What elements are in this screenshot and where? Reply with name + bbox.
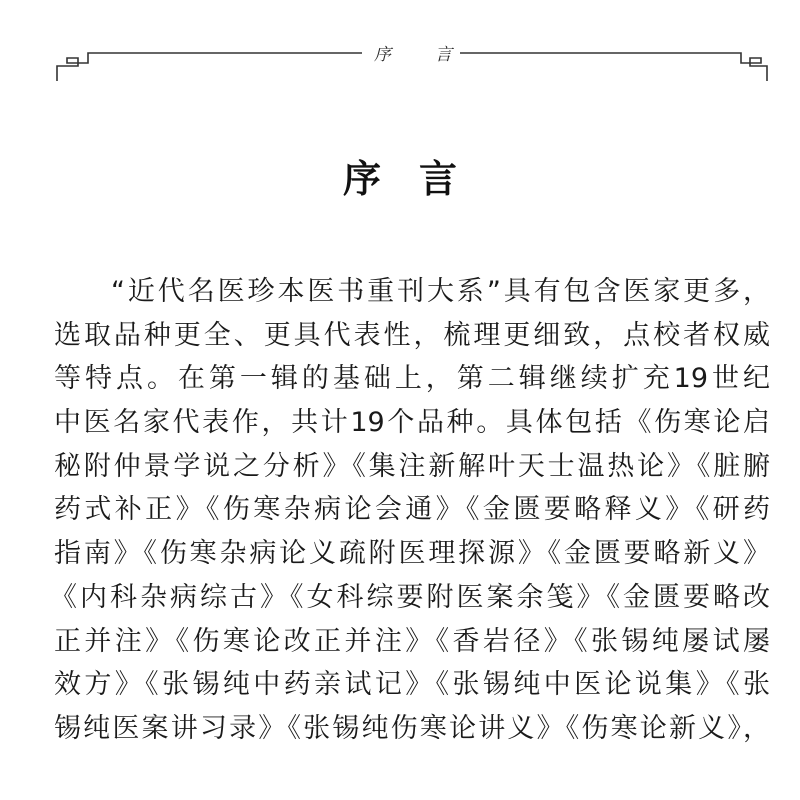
- body-line-4: 中医名家代表作，共计19个品种。具体包括《伤寒论启: [54, 407, 770, 439]
- right-fret-ornament: [460, 53, 767, 81]
- running-header-title: [366, 40, 460, 64]
- left-fret-ornament: [57, 53, 362, 81]
- body-line-8: 《内科杂病综古》《女科综要附医案余笺》《金匮要略改: [50, 581, 770, 613]
- body-line-10: 效方》《张锡纯中药亲试记》《张锡纯中医论说集》《张: [54, 669, 770, 701]
- body-line-9: 正并注》《伤寒论改正并注》《香岩径》《张锡纯屡试屡: [54, 625, 770, 657]
- running-header-char-2: 言: [435, 44, 452, 65]
- body-line-6: 药式补正》《伤寒杂病论会通》《金匮要略释义》《研药: [54, 494, 770, 526]
- preface-body: [50, 270, 770, 751]
- body-line-5: 秘附仲景学说之分析》《集注新解叶天士温热论》《脏腑: [54, 450, 770, 482]
- body-line-2: 选取品种更全、更具代表性，梳理更细致，点校者权威: [54, 319, 770, 351]
- running-header-char-1: 序: [374, 44, 391, 65]
- page-title: 序言: [342, 156, 495, 202]
- body-line-3: 等特点。在第一辑的基础上，第二辑继续扩充19世纪: [54, 363, 770, 395]
- body-line-11: 锡纯医案讲习录》《张锡纯伤寒论讲义》《伤寒论新义》，: [54, 712, 770, 744]
- body-line-1: “近代名医珍本医书重刊大系”具有包含医家更多，: [111, 276, 770, 307]
- running-header: [0, 0, 800, 90]
- body-line-7: 指南》《伤寒杂病论义疏附医理探源》《金匮要略新义》: [54, 538, 770, 570]
